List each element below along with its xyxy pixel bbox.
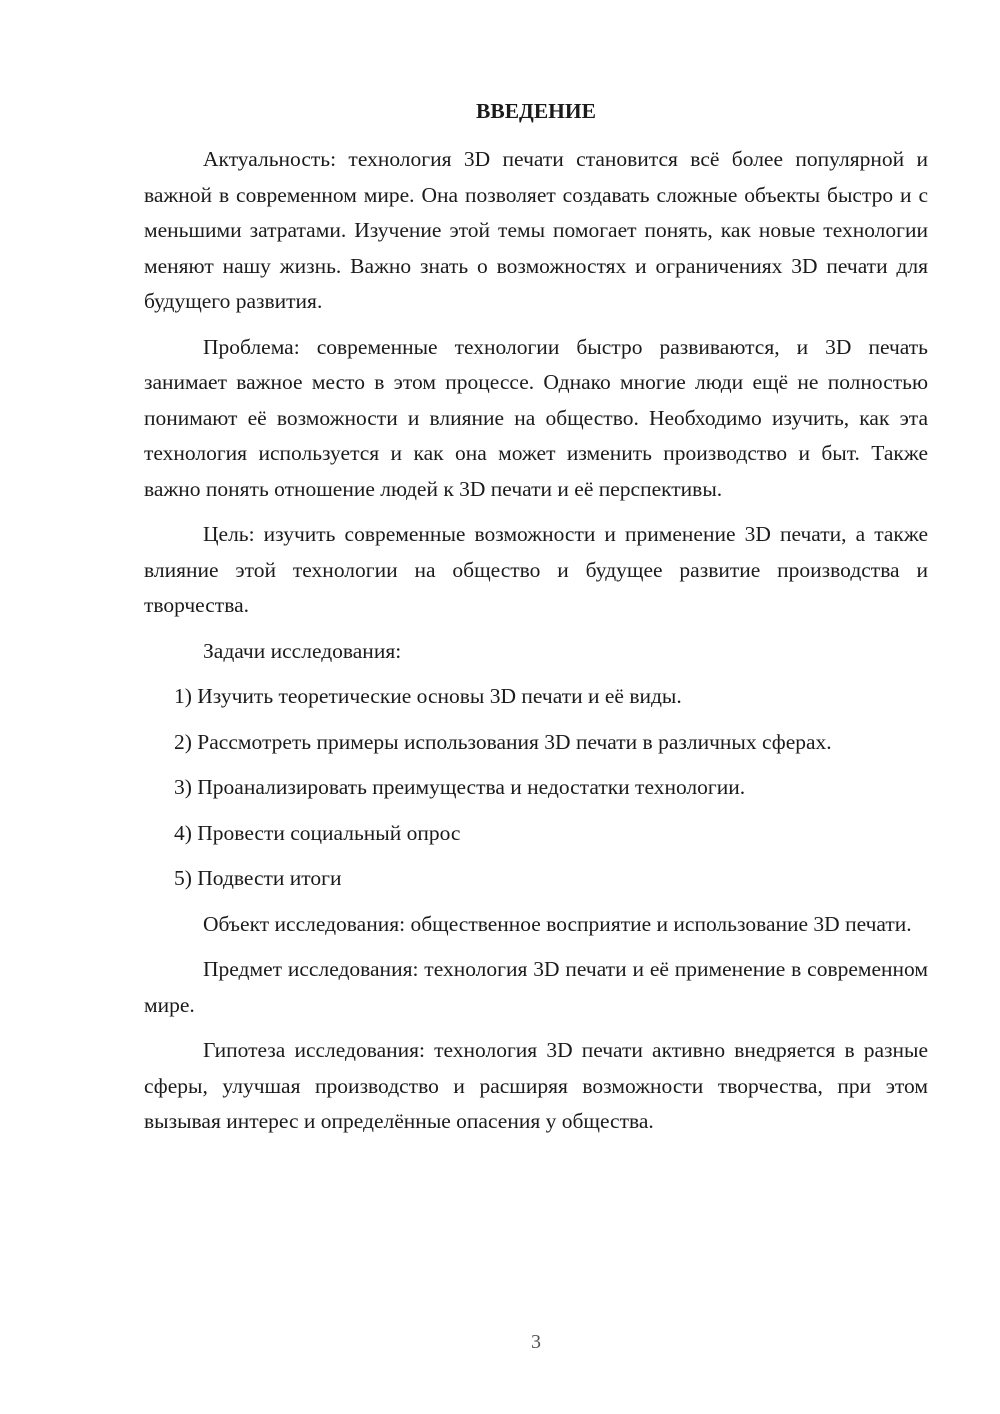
- task-item: 2) Рассмотреть примеры использования 3D печати в различных сферах.: [174, 729, 832, 754]
- page-number: 3: [531, 1331, 541, 1353]
- task-item: 5) Подвести итоги: [174, 866, 342, 890]
- section-title: ВВЕДЕНИЕ: [476, 99, 596, 123]
- paragraph-problem: Проблема: современные технологии быстро развиваются, и 3D печать занимает важное место в этом процессе. Однако многие люди ещё не полностью понимают её возможности и влияние на общество. Необходимо изучить, как эта технология используется и как она может изменить производство и быт. Также важно понять отношение людей к 3D печати и её перспективы.: [144, 334, 928, 501]
- tasks-heading: Задачи исследования:: [203, 638, 402, 663]
- task-item: 3) Проанализировать преимущества и недостатки технологии.: [174, 775, 746, 799]
- paragraph-relevance: Актуальность: технология 3D печати становится всё более популярной и важной в современном мире. Она позволяет создавать сложные объекты быстро и с меньшими затратами. Изучение этой темы помогает понять, как новые технологии меняют нашу жизнь. Важно знать о возможностях и ограничениях 3D печати для будущего развития.: [144, 147, 928, 313]
- paragraph-object: Объект исследования: общественное восприятие и использование 3D печати.: [203, 911, 912, 936]
- task-item: 1) Изучить теоретические основы 3D печати и её виды.: [174, 684, 682, 708]
- paragraph-hypothesis: Гипотеза исследования: технология 3D печати активно внедряется в разные сферы, улучшая производство и расширяя возможности творчества, при этом вызывая интерес и определённые опасения у общества.: [144, 1038, 928, 1133]
- paragraph-subject: Предмет исследования: технология 3D печати и её применение в современном мире.: [144, 957, 928, 1017]
- document-page: [144, 94, 928, 1150]
- task-item: 4) Провести социальный опрос: [174, 820, 461, 845]
- paragraph-goal: Цель: изучить современные возможности и применение 3D печати, а также влияние этой технологии на общество и будущее развитие производства и творчества.: [144, 522, 928, 617]
